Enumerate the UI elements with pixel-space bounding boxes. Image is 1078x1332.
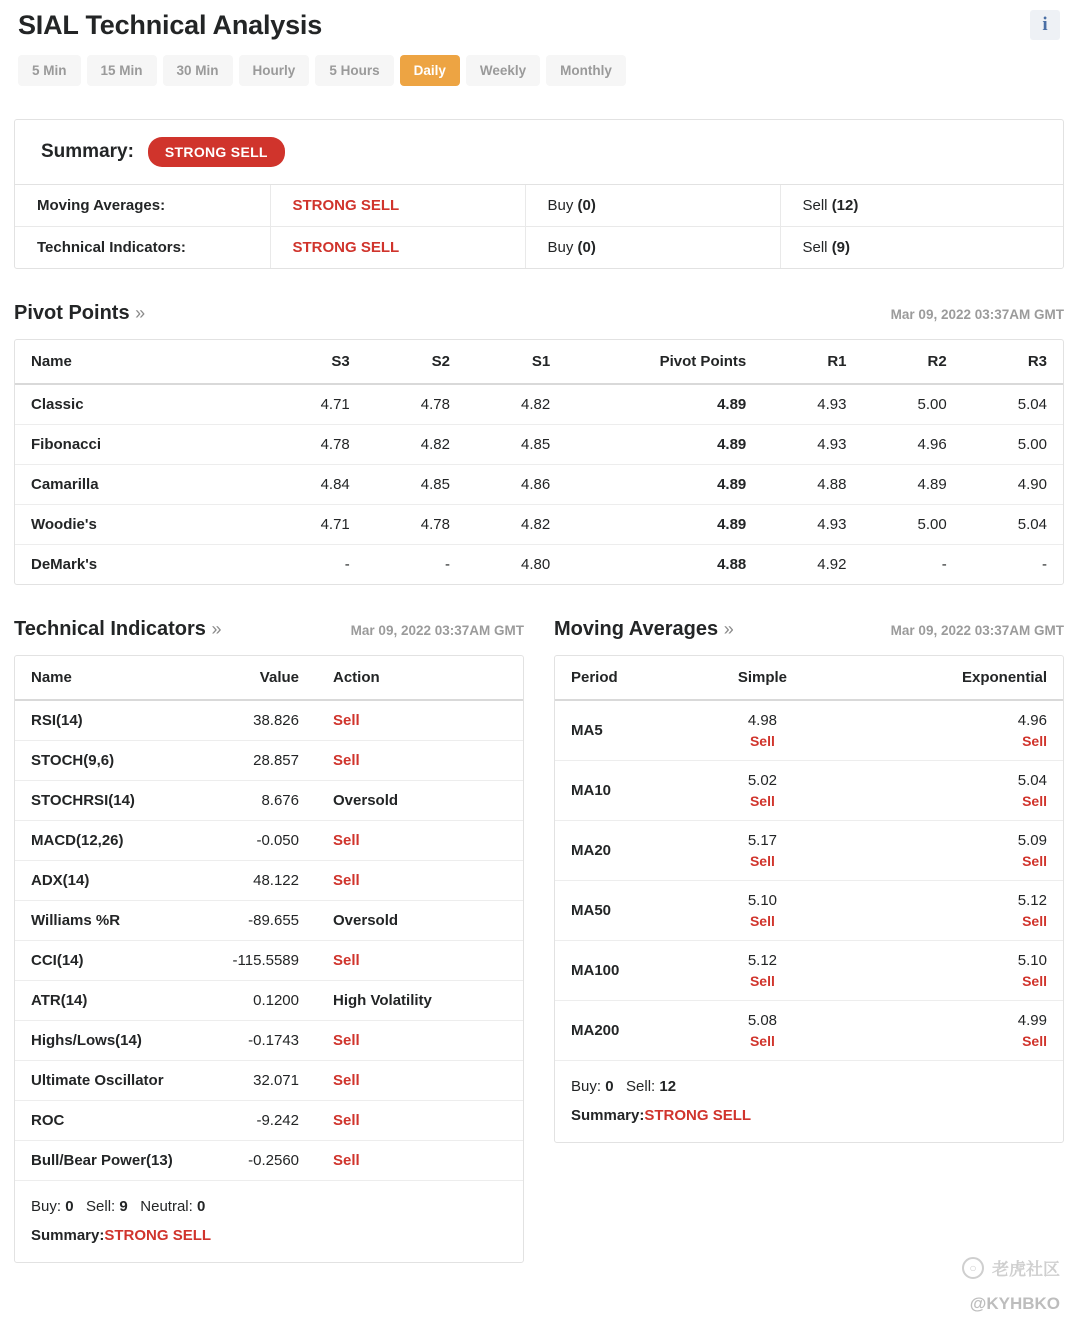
ma-exp-value: 5.09 bbox=[1017, 832, 1047, 849]
ma-exponential bbox=[840, 941, 1063, 1001]
tab-30-min[interactable]: 30 Min bbox=[163, 55, 233, 86]
ma-simple-action: Sell bbox=[749, 973, 775, 989]
summary-row-sell bbox=[780, 227, 1063, 269]
pivot-s1: 4.82 bbox=[466, 505, 566, 545]
table-row bbox=[15, 1101, 523, 1141]
indicator-value: -115.5589 bbox=[205, 941, 315, 981]
info-icon[interactable]: i bbox=[1030, 10, 1060, 40]
indicators-summary bbox=[31, 1222, 507, 1251]
indicator-name: STOCH(9,6) bbox=[15, 741, 205, 781]
buy-count: (0) bbox=[577, 197, 596, 214]
pivot-s2: 4.85 bbox=[366, 465, 466, 505]
indicator-action: Sell bbox=[315, 1021, 523, 1061]
watermark-handle: @KYHBKO bbox=[969, 1294, 1060, 1313]
indicators-title-text: Technical Indicators bbox=[14, 618, 206, 640]
buy-label: Buy: bbox=[571, 1078, 602, 1095]
pivot-row-name: Camarilla bbox=[15, 465, 266, 505]
ma-exp-action: Sell bbox=[1022, 913, 1047, 929]
sell-label: Sell: bbox=[86, 1198, 116, 1215]
col-period: Period bbox=[555, 656, 685, 700]
indicator-name: STOCHRSI(14) bbox=[15, 781, 205, 821]
pivot-r3: - bbox=[1042, 556, 1047, 573]
pivot-r3: 5.04 bbox=[963, 384, 1063, 425]
pivot-s3: 4.71 bbox=[266, 505, 366, 545]
summary-panel bbox=[14, 119, 1064, 269]
pivot-s2: 4.78 bbox=[366, 384, 466, 425]
buy-count: 0 bbox=[605, 1078, 614, 1095]
table-row bbox=[555, 821, 1063, 881]
ma-exponential bbox=[840, 700, 1063, 761]
pivot-pp: 4.89 bbox=[566, 384, 762, 425]
ma-simple bbox=[685, 941, 840, 1001]
table-row bbox=[15, 700, 523, 741]
ma-period: MA200 bbox=[571, 1022, 620, 1039]
table-row bbox=[15, 1061, 523, 1101]
table-row bbox=[15, 821, 523, 861]
indicator-action: Oversold bbox=[315, 781, 523, 821]
pivot-row-name: DeMark's bbox=[31, 556, 98, 573]
pivot-s1: 4.80 bbox=[521, 556, 551, 573]
tab-weekly[interactable]: Weekly bbox=[466, 55, 540, 86]
pivot-r2: 5.00 bbox=[863, 505, 963, 545]
indicator-name: MACD(12,26) bbox=[15, 821, 205, 861]
col-pivot-points: Pivot Points bbox=[566, 340, 762, 384]
neutral-label: Neutral: bbox=[140, 1198, 193, 1215]
col-s3: S3 bbox=[266, 340, 366, 384]
indicator-value: 8.676 bbox=[205, 781, 315, 821]
col-s2: S2 bbox=[366, 340, 466, 384]
pivot-r2: 4.96 bbox=[863, 425, 963, 465]
pivot-title-text: Pivot Points bbox=[14, 302, 130, 324]
ma-summary bbox=[571, 1102, 1047, 1131]
summary-row-verdict: STRONG SELL bbox=[270, 185, 525, 227]
pivot-s2: 4.78 bbox=[366, 505, 466, 545]
table-row bbox=[15, 185, 1063, 227]
table-row bbox=[15, 425, 1063, 465]
buy-label: Buy bbox=[547, 197, 574, 214]
ma-simple bbox=[685, 881, 840, 941]
indicator-action: Sell bbox=[315, 700, 523, 741]
ma-simple-value: 5.12 bbox=[747, 952, 778, 969]
indicator-value: 38.826 bbox=[205, 700, 315, 741]
col-simple: Simple bbox=[685, 656, 840, 700]
indicator-value: -0.050 bbox=[205, 821, 315, 861]
technical-indicators-column bbox=[14, 585, 524, 1263]
indicator-action: Oversold bbox=[315, 901, 523, 941]
sell-label: Sell: bbox=[626, 1078, 656, 1095]
table-row bbox=[555, 881, 1063, 941]
indicator-action: Sell bbox=[315, 821, 523, 861]
pivot-row-name: Woodie's bbox=[15, 505, 266, 545]
ma-simple bbox=[685, 1001, 840, 1061]
indicator-action: Sell bbox=[333, 1152, 360, 1169]
ma-exp-action: Sell bbox=[1022, 973, 1047, 989]
ma-totals bbox=[555, 1060, 1063, 1142]
table-row bbox=[15, 901, 523, 941]
summary-value: STRONG SELL bbox=[104, 1226, 212, 1244]
ma-exp-value: 5.12 bbox=[1017, 892, 1047, 909]
ma-exp-action: Sell bbox=[1022, 793, 1047, 809]
table-row bbox=[555, 1001, 1063, 1061]
summary-row-buy bbox=[525, 227, 780, 269]
sell-count: (12) bbox=[831, 197, 859, 214]
ma-exp-value: 4.99 bbox=[1017, 1012, 1047, 1029]
table-header-row bbox=[555, 656, 1063, 700]
buy-label: Buy: bbox=[31, 1198, 62, 1215]
tab-5-hours[interactable]: 5 Hours bbox=[315, 55, 393, 86]
pivot-pp: 4.88 bbox=[717, 556, 747, 573]
indicator-name: Bull/Bear Power(13) bbox=[31, 1152, 173, 1169]
indicator-value: 32.071 bbox=[205, 1061, 315, 1101]
summary-row-name: Technical Indicators: bbox=[15, 227, 270, 269]
sell-label: Sell bbox=[802, 197, 828, 214]
pivot-r2: 5.00 bbox=[863, 384, 963, 425]
indicator-value: -0.1743 bbox=[205, 1021, 315, 1061]
ma-exp-action: Sell bbox=[1022, 853, 1047, 869]
ma-exponential bbox=[840, 881, 1063, 941]
ma-period: MA5 bbox=[555, 700, 685, 761]
table-row bbox=[15, 861, 523, 901]
indicator-name: ROC bbox=[15, 1101, 205, 1141]
pivot-s3: - bbox=[344, 556, 350, 573]
indicators-section-header bbox=[14, 618, 524, 641]
pivot-r1: 4.93 bbox=[762, 384, 862, 425]
ma-exp-value: 5.10 bbox=[1017, 952, 1047, 969]
table-row bbox=[15, 505, 1063, 545]
pivot-points-table bbox=[15, 340, 1063, 584]
indicator-value: -0.2560 bbox=[248, 1152, 299, 1169]
indicator-value: 28.857 bbox=[205, 741, 315, 781]
pivot-pp: 4.89 bbox=[566, 505, 762, 545]
pivot-title bbox=[14, 302, 145, 325]
ma-exponential bbox=[840, 761, 1063, 821]
table-row bbox=[15, 1141, 523, 1181]
indicator-action: High Volatility bbox=[315, 981, 523, 1021]
ma-table-wrapper bbox=[554, 655, 1064, 1143]
tab-5-min[interactable]: 5 Min bbox=[18, 55, 81, 86]
ma-period: MA10 bbox=[555, 761, 685, 821]
ma-simple bbox=[685, 761, 840, 821]
summary-row-name: Moving Averages: bbox=[15, 185, 270, 227]
ma-simple-action: Sell bbox=[749, 1033, 775, 1049]
status-badge: STRONG SELL bbox=[148, 137, 285, 167]
chevron-right-icon[interactable]: » bbox=[723, 619, 734, 639]
ma-exp-value: 4.96 bbox=[1017, 712, 1047, 729]
table-row bbox=[15, 465, 1063, 505]
col-value: Value bbox=[205, 656, 315, 700]
pivot-s3: 4.78 bbox=[266, 425, 366, 465]
indicator-name: ADX(14) bbox=[15, 861, 205, 901]
table-row bbox=[15, 1021, 523, 1061]
ma-simple-value: 5.08 bbox=[747, 1012, 778, 1029]
table-row bbox=[555, 700, 1063, 761]
summary-value: STRONG SELL bbox=[644, 1106, 752, 1124]
indicator-value: 48.122 bbox=[205, 861, 315, 901]
col-r3: R3 bbox=[963, 340, 1063, 384]
ma-simple bbox=[685, 700, 840, 761]
ma-period: MA20 bbox=[555, 821, 685, 881]
pivot-r1: 4.92 bbox=[817, 556, 847, 573]
indicator-name: RSI(14) bbox=[15, 700, 205, 741]
sell-label: Sell bbox=[802, 239, 828, 256]
pivot-r3: 4.90 bbox=[963, 465, 1063, 505]
col-r1: R1 bbox=[762, 340, 862, 384]
summary-row-buy bbox=[525, 185, 780, 227]
buy-count: 0 bbox=[65, 1198, 74, 1215]
ma-exp-value: 5.04 bbox=[1017, 772, 1047, 789]
summary-header bbox=[15, 120, 1063, 185]
ma-period: MA50 bbox=[555, 881, 685, 941]
buy-label: Buy bbox=[547, 239, 574, 256]
page-title: SIAL Technical Analysis bbox=[18, 10, 323, 40]
table-row bbox=[15, 227, 1063, 269]
bottom-columns bbox=[14, 585, 1064, 1263]
pivot-pp: 4.89 bbox=[566, 425, 762, 465]
watermark bbox=[962, 1255, 1060, 1280]
table-row bbox=[15, 941, 523, 981]
indicator-value: -9.242 bbox=[205, 1101, 315, 1141]
watermark-logo-icon: ○ bbox=[962, 1257, 984, 1279]
col-exponential: Exponential bbox=[840, 656, 1063, 700]
pivot-r1: 4.88 bbox=[762, 465, 862, 505]
pivot-r1: 4.93 bbox=[762, 505, 862, 545]
pivot-pp: 4.89 bbox=[566, 465, 762, 505]
summary-label: Summary: bbox=[41, 141, 134, 162]
ma-exponential bbox=[840, 821, 1063, 881]
pivot-s2: 4.82 bbox=[366, 425, 466, 465]
ma-counts bbox=[571, 1073, 1047, 1102]
summary-label: Summary: bbox=[571, 1106, 645, 1124]
chevron-right-icon[interactable]: » bbox=[135, 303, 146, 323]
pivot-r2: - bbox=[941, 556, 947, 573]
pivot-s1: 4.86 bbox=[466, 465, 566, 505]
col-action: Action bbox=[315, 656, 523, 700]
indicator-name: Ultimate Oscillator bbox=[15, 1061, 205, 1101]
ma-exponential bbox=[840, 1001, 1063, 1061]
ma-title-text: Moving Averages bbox=[554, 618, 719, 640]
ma-simple-action: Sell bbox=[749, 853, 775, 869]
ma-period: MA100 bbox=[555, 941, 685, 1001]
ma-exp-action: Sell bbox=[1022, 733, 1047, 749]
indicators-counts bbox=[31, 1193, 507, 1222]
table-header-row bbox=[15, 656, 523, 700]
pivot-section-header bbox=[14, 302, 1064, 325]
pivot-s3: 4.71 bbox=[266, 384, 366, 425]
indicator-name: ATR(14) bbox=[15, 981, 205, 1021]
ma-simple bbox=[685, 821, 840, 881]
pivot-s1: 4.85 bbox=[466, 425, 566, 465]
indicator-action: Sell bbox=[315, 941, 523, 981]
pivot-timestamp: Mar 09, 2022 03:37AM GMT bbox=[890, 307, 1064, 322]
ma-timestamp: Mar 09, 2022 03:37AM GMT bbox=[890, 623, 1064, 638]
pivot-r1: 4.93 bbox=[762, 425, 862, 465]
pivot-table-wrapper bbox=[14, 339, 1064, 585]
pivot-s3: 4.84 bbox=[266, 465, 366, 505]
summary-table bbox=[15, 185, 1063, 268]
sell-count: 9 bbox=[119, 1198, 128, 1215]
ma-simple-action: Sell bbox=[749, 733, 775, 749]
sell-count: (9) bbox=[831, 239, 851, 256]
summary-row-sell bbox=[780, 185, 1063, 227]
pivot-row-name: Fibonacci bbox=[15, 425, 266, 465]
indicator-action: Sell bbox=[315, 1101, 523, 1141]
col-r2: R2 bbox=[863, 340, 963, 384]
indicator-action: Sell bbox=[315, 861, 523, 901]
tab-hourly[interactable]: Hourly bbox=[239, 55, 310, 86]
timeframe-tabs bbox=[14, 41, 1064, 86]
col-name: Name bbox=[15, 656, 205, 700]
ma-simple-value: 5.02 bbox=[747, 772, 778, 789]
indicators-table-wrapper bbox=[14, 655, 524, 1263]
neutral-count: 0 bbox=[196, 1198, 206, 1215]
pivot-row-name: Classic bbox=[15, 384, 266, 425]
tab-monthly[interactable]: Monthly bbox=[546, 55, 626, 86]
ma-simple-value: 5.10 bbox=[747, 892, 778, 909]
indicator-name: Highs/Lows(14) bbox=[15, 1021, 205, 1061]
ma-section-header bbox=[554, 618, 1064, 641]
ma-exp-action: Sell bbox=[1022, 1033, 1047, 1049]
indicator-name: CCI(14) bbox=[15, 941, 205, 981]
technical-indicators-table bbox=[15, 656, 523, 1180]
chevron-right-icon[interactable]: » bbox=[211, 619, 222, 639]
sell-count: 12 bbox=[659, 1078, 677, 1095]
moving-averages-column bbox=[554, 585, 1064, 1143]
indicator-value: 0.1200 bbox=[205, 981, 315, 1021]
table-row bbox=[15, 981, 523, 1021]
summary-label: Summary: bbox=[31, 1226, 105, 1244]
pivot-r3: 5.04 bbox=[963, 505, 1063, 545]
ma-simple-action: Sell bbox=[749, 913, 775, 929]
table-row bbox=[15, 781, 523, 821]
pivot-s2: - bbox=[444, 556, 450, 573]
indicator-action: Sell bbox=[315, 741, 523, 781]
ma-simple-value: 4.98 bbox=[747, 712, 778, 729]
ma-simple-action: Sell bbox=[749, 793, 775, 809]
tab-15-min[interactable]: 15 Min bbox=[87, 55, 157, 86]
table-row bbox=[15, 741, 523, 781]
table-row bbox=[15, 545, 1063, 585]
col-name: Name bbox=[15, 340, 266, 384]
moving-averages-table bbox=[555, 656, 1063, 1060]
indicators-totals bbox=[15, 1180, 523, 1262]
indicators-title bbox=[14, 618, 221, 641]
pivot-r2: 4.89 bbox=[863, 465, 963, 505]
header bbox=[14, 0, 1064, 41]
tab-daily[interactable]: Daily bbox=[400, 55, 460, 86]
summary-row-verdict: STRONG SELL bbox=[270, 227, 525, 269]
pivot-s1: 4.82 bbox=[466, 384, 566, 425]
indicator-action: Sell bbox=[315, 1061, 523, 1101]
buy-count: (0) bbox=[577, 239, 596, 256]
indicator-name: Williams %R bbox=[15, 901, 205, 941]
ma-title bbox=[554, 618, 734, 641]
indicators-timestamp: Mar 09, 2022 03:37AM GMT bbox=[350, 623, 524, 638]
table-header-row bbox=[15, 340, 1063, 384]
ma-simple-value: 5.17 bbox=[747, 832, 778, 849]
table-row bbox=[555, 761, 1063, 821]
col-s1: S1 bbox=[466, 340, 566, 384]
watermark-text: 老虎社区 bbox=[992, 1260, 1060, 1279]
table-row bbox=[555, 941, 1063, 1001]
table-row bbox=[15, 384, 1063, 425]
indicator-value: -89.655 bbox=[205, 901, 315, 941]
pivot-r3: 5.00 bbox=[963, 425, 1063, 465]
